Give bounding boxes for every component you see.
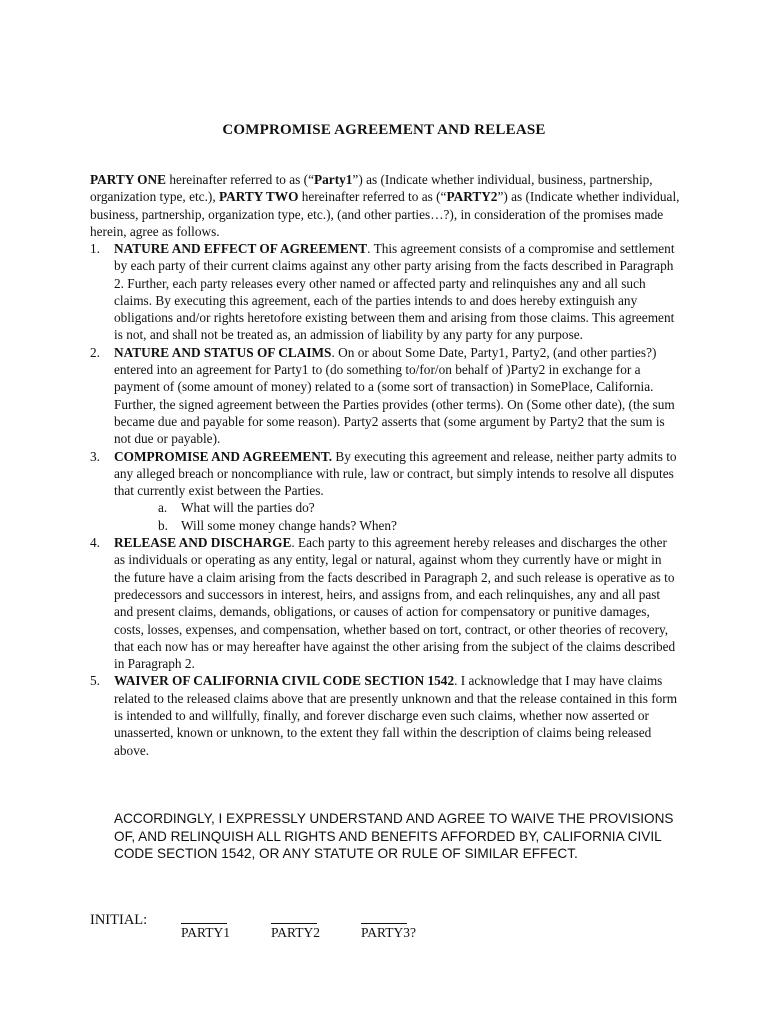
section-heading: RELEASE AND DISCHARGE (114, 535, 292, 551)
section-number: 3. (90, 448, 100, 464)
signature-party2[interactable] (271, 913, 320, 941)
signature-label: PARTY1 (181, 925, 230, 940)
sub-item-letter: a. (158, 500, 168, 516)
party1-label: Party1 (314, 172, 353, 187)
section-item (90, 240, 680, 344)
sub-item-letter: b. (158, 517, 168, 533)
signature-party1[interactable] (181, 913, 230, 941)
signature-party3[interactable] (361, 913, 416, 941)
section-number: 4. (90, 535, 100, 551)
section-item (90, 344, 680, 448)
party-one-label: PARTY ONE (90, 172, 166, 187)
section-text: . On or about Some Date, Party1, Party2, (and other parties?) entered into an agreement for Party1 to (do something to/for/on behalf of )Party2 in exchange for a payment of (some amount of money) related to a (some sort of transaction) in SomePlace, California. Further, the signed agreement between the Parties provides (other terms). On (Some other date), (the sum became due and payable for some reason). Party2 asserts that (some argument by Party2 that the sum is not due or payable). (114, 344, 675, 447)
intro-text-3: hereinafter referred to as (“ (298, 189, 447, 205)
section-item (90, 448, 680, 500)
intro-text-2: ”) as (Indicate whether individual, business, partnership, organization type, etc.), (90, 172, 653, 205)
sub-item (90, 517, 680, 534)
section-heading: COMPROMISE AND AGREEMENT. (114, 448, 333, 464)
party2-label: PARTY2 (446, 189, 498, 205)
sub-item-text: What will the parties do? (181, 500, 315, 516)
intro-paragraph (90, 171, 680, 240)
sub-item-text: Will some money change hands? When? (181, 517, 397, 533)
section-text: . This agreement consists of a compromise and settlement by each party of their current claims against any other party arising from the facts described in Paragraph 2. Further, each party releases every other named or affected party and relinquishes any and all such claims. By executing this agreement, each of the parties intends to and does hereby extinguish any obligations and/or rights heretofore existing between them and arising from those claims. This agreement is not, and shall not be treated as, an admission of liability by any party for any purpose. (114, 241, 675, 343)
waiver-acknowledgement: ACCORDINGLY, I EXPRESSLY UNDERSTAND AND AGREE TO WAIVE THE PROVISIONS OF, AND RELINQUISH ALL RIGHTS AND BENEFITS AFFORDED BY, CALIFORNIA CIVIL CODE SECTION 1542, OR ANY STATUTE OR RULE OF SIMILAR EFFECT. (114, 811, 674, 861)
section-number: 2. (90, 344, 100, 360)
document-title: COMPROMISE AGREEMENT AND RELEASE (222, 122, 546, 138)
section-number: 1. (90, 241, 100, 256)
signature-line[interactable] (271, 913, 317, 924)
section-item (90, 672, 680, 758)
sections-list (90, 240, 680, 759)
section-text: . I acknowledge that I may have claims related to the released claims above that are presently unknown and that the release contained in this form is intended to and willfully, finally, and forever discharge even such claims, whether now asserted or unasserted, known or unknown, to the extent they fall within the description of claims being released above. (114, 673, 678, 758)
section-heading: NATURE AND STATUS OF CLAIMS (114, 344, 332, 360)
initial-label: INITIAL: (90, 912, 148, 928)
section-number: 5. (90, 673, 100, 689)
section-text: By executing this agreement and release, neither party admits to any alleged breach or noncompliance with rule, law or contract, but simply intends to resolve all disputes that currently exist between the Parties. (114, 448, 677, 499)
section-text: . Each party to this agreement hereby releases and discharges the other as individuals or operating as any entity, legal or natural, against whom they currently have or might in the future have a claim arising from the facts described in Paragraph 2, and such release is operative as to predecessors and successors in interest, heirs, and assigns from, and each relinquishes, any and all past and present claims, demands, obligations, or causes of action for compensatory or punitive damages, costs, losses, expenses, and compensation, whether based on tort, contract, or other theories of recovery, that each now has or may hereafter have against the other arising from the subject of the claims described in Paragraph 2. (114, 535, 676, 672)
sub-item (90, 499, 680, 516)
intro-text-1: hereinafter referred to as (“ (166, 172, 315, 187)
signature-label: PARTY3? (361, 925, 416, 940)
party-two-label: PARTY TWO (218, 189, 299, 205)
signature-line[interactable] (361, 913, 407, 924)
signature-line[interactable] (181, 913, 227, 924)
section-item (90, 534, 680, 672)
signature-label: PARTY2 (271, 925, 320, 940)
intro-text-4: ”) as (Indicate whether individual, business, partnership, organization type, etc.), (and other parties…?), in consideration of the promises made herein, agree as follows. (90, 189, 680, 239)
section-heading: NATURE AND EFFECT OF AGREEMENT (114, 241, 368, 256)
section-heading: WAIVER OF CALIFORNIA CIVIL CODE SECTION 1542 (114, 673, 455, 689)
